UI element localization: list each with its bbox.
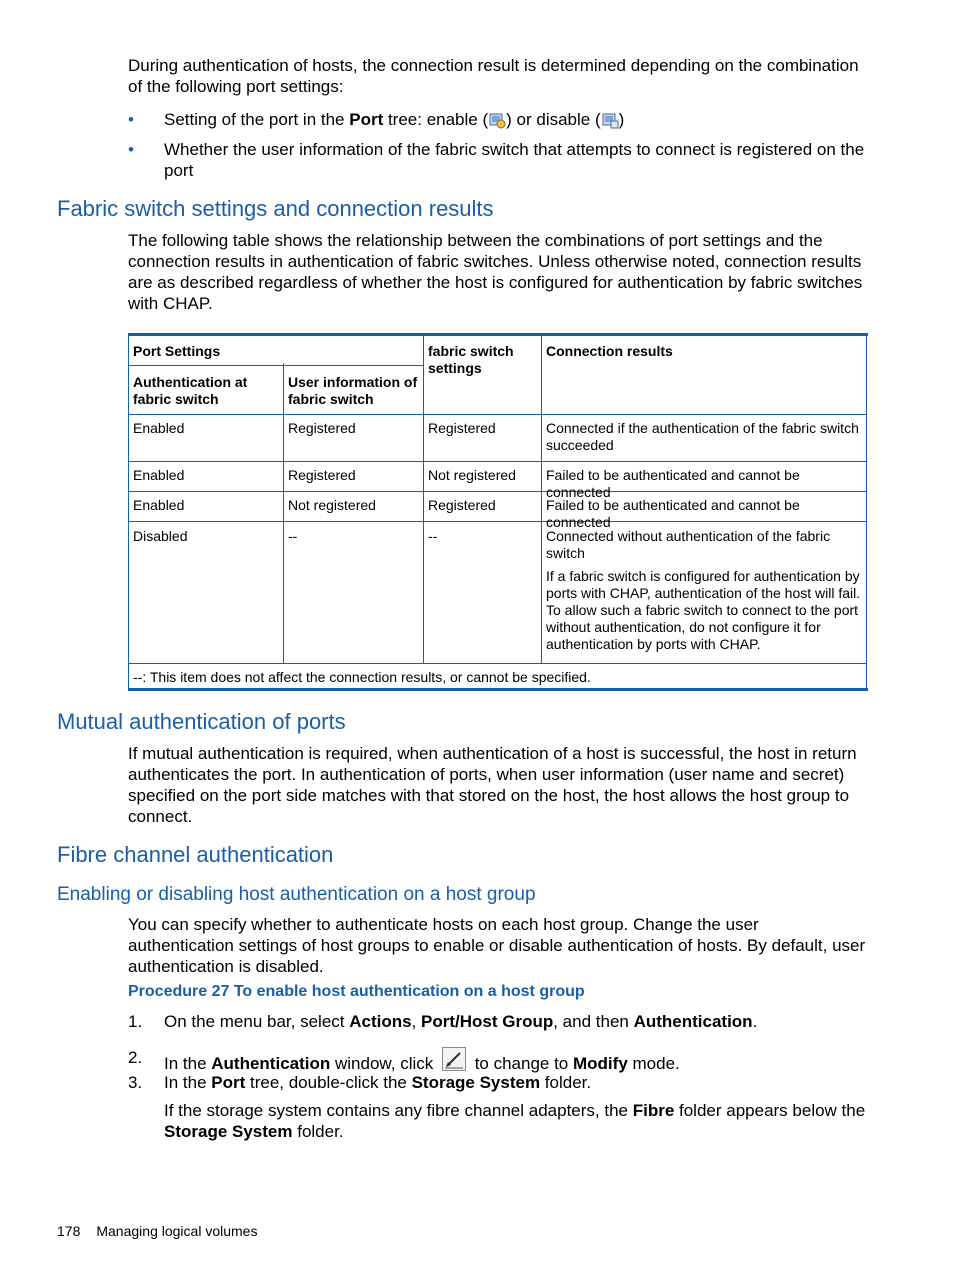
table-cell-note: If a fabric switch is configured for authentication by ports with CHAP, authentication of the host will fail. To allow such a fabric switch to connect to the port without authentication, do not configure it for authentication by ports with CHAP. <box>546 568 861 652</box>
header-port-settings: Port Settings <box>133 343 221 359</box>
heading-fibre-channel-authentication: Fibre channel authentication <box>57 842 334 867</box>
table-cell-auth: Disabled <box>133 528 188 544</box>
table-cell-auth: Enabled <box>133 420 185 436</box>
step3-note-storage-system: Storage System <box>164 1122 293 1141</box>
step3-note-fibre: Fibre <box>632 1101 675 1120</box>
procedure-title: Procedure 27 To enable host authentication on a host group <box>128 983 585 1000</box>
table-cell-user: -- <box>288 528 298 544</box>
step3-note <box>164 1100 868 1142</box>
heading-mutual-authentication: Mutual authentication of ports <box>57 709 346 734</box>
step1-actions: Actions <box>349 1012 412 1031</box>
page-footer <box>57 1223 257 1239</box>
bullet1-post: ) <box>618 110 625 129</box>
step3-storage-system: Storage System <box>411 1073 541 1092</box>
step3-post: folder. <box>540 1073 592 1092</box>
step3-mid: tree, double-click the <box>245 1073 412 1092</box>
step2-mid: window, click <box>330 1054 438 1073</box>
bullet-user-info <box>128 139 868 181</box>
table-cell-user: Not registered <box>288 497 376 513</box>
header-fabric-switch-settings: fabric switch settings <box>428 343 514 376</box>
step-number: 2. <box>128 1048 143 1067</box>
table-cell-result: Connected if the authentication of the fabric switch succeeded <box>546 420 859 453</box>
step2-modify: Modify <box>573 1054 628 1073</box>
step1-sep1: , <box>411 1012 422 1031</box>
table-cell-auth: Enabled <box>133 467 185 483</box>
bullet1-bold: Port <box>349 110 384 129</box>
bullet-dot: • <box>128 110 134 129</box>
section3-paragraph: You can specify whether to authenticate hosts on each host group. Change the user authentication settings of host groups to enable or disable authentication of hosts. By default, user authentication is disabled. <box>128 915 866 976</box>
table-cell-fabric: Registered <box>428 420 496 436</box>
bullet2-text: Whether the user information of the fabric switch that attempts to connect is registered on the port <box>164 140 865 180</box>
chapter-title: Managing logical volumes <box>96 1223 258 1239</box>
table-cell-user: Registered <box>288 420 356 436</box>
table-cell-result: Connected without authentication of the fabric switch <box>546 528 831 561</box>
step3-note-mid: folder appears below the <box>674 1101 866 1120</box>
intro-paragraph: During authentication of hosts, the connection result is determined depending on the combination of the following port settings: <box>128 56 859 96</box>
step3-note-pre: If the storage system contains any fibre channel adapters, the <box>164 1101 633 1120</box>
step2-pre: In the <box>164 1054 212 1073</box>
step-number: 3. <box>128 1073 143 1092</box>
port-disable-icon <box>601 111 619 129</box>
step3-pre: In the <box>164 1073 212 1092</box>
step1-port-host-group: Port/Host Group <box>421 1012 554 1031</box>
table-cell-fabric: Not registered <box>428 467 516 483</box>
table-cell-fabric: -- <box>428 528 438 544</box>
step1-authentication: Authentication <box>633 1012 753 1031</box>
table-cell-result: Failed to be authenticated and cannot be connected <box>546 497 800 530</box>
header-connection-results: Connection results <box>546 343 673 359</box>
bullet1-mid2: ) or disable ( <box>506 110 601 129</box>
page-number: 178 <box>57 1223 81 1239</box>
step1-sep2: , and then <box>553 1012 634 1031</box>
step2-post: mode. <box>627 1054 680 1073</box>
step3-note-post: folder. <box>292 1122 344 1141</box>
heading-fabric-switch-settings: Fabric switch settings and connection results <box>57 196 494 221</box>
table-footnote: --: This item does not affect the connection results, or cannot be specified. <box>133 669 591 685</box>
bullet1-mid: tree: enable ( <box>383 110 489 129</box>
section1-paragraph: The following table shows the relationship between the combinations of port settings and the connection results in authentication of fabric switches. Unless otherwise noted, connection results are as described regardless of whether the host is configured for authentication by fabric switches with CHAP. <box>128 231 863 313</box>
table-cell-auth: Enabled <box>133 497 185 513</box>
header-auth-at-fabric: Authentication at fabric switch <box>133 374 248 407</box>
table-cell-user: Registered <box>288 467 356 483</box>
header-user-info: User information of fabric switch <box>288 374 418 407</box>
section2-paragraph: If mutual authentication is required, when authentication of a host is successful, the host in return authenticates the port. In authentication of ports, when user information (user name and secret) specified on the port side matches with that stored on the host, the host allows the host group to connect. <box>128 744 857 826</box>
modify-pencil-icon <box>442 1047 466 1071</box>
step1-post: . <box>752 1012 758 1031</box>
port-enable-icon <box>488 111 506 129</box>
bullet1-pre: Setting of the port in the <box>164 110 350 129</box>
step2-mid2: to change to <box>469 1054 573 1073</box>
table-cell-fabric: Registered <box>428 497 496 513</box>
connection-results-table <box>128 333 868 691</box>
step1-pre: On the menu bar, select <box>164 1012 350 1031</box>
step2-authentication: Authentication <box>211 1054 331 1073</box>
table-cell-result: Failed to be authenticated and cannot be connected <box>546 467 800 500</box>
step3-port: Port <box>211 1073 246 1092</box>
subheading-host-group-auth: Enabling or disabling host authentication on a host group <box>57 884 536 905</box>
step-number: 1. <box>128 1012 143 1031</box>
bullet-dot: • <box>128 140 134 159</box>
